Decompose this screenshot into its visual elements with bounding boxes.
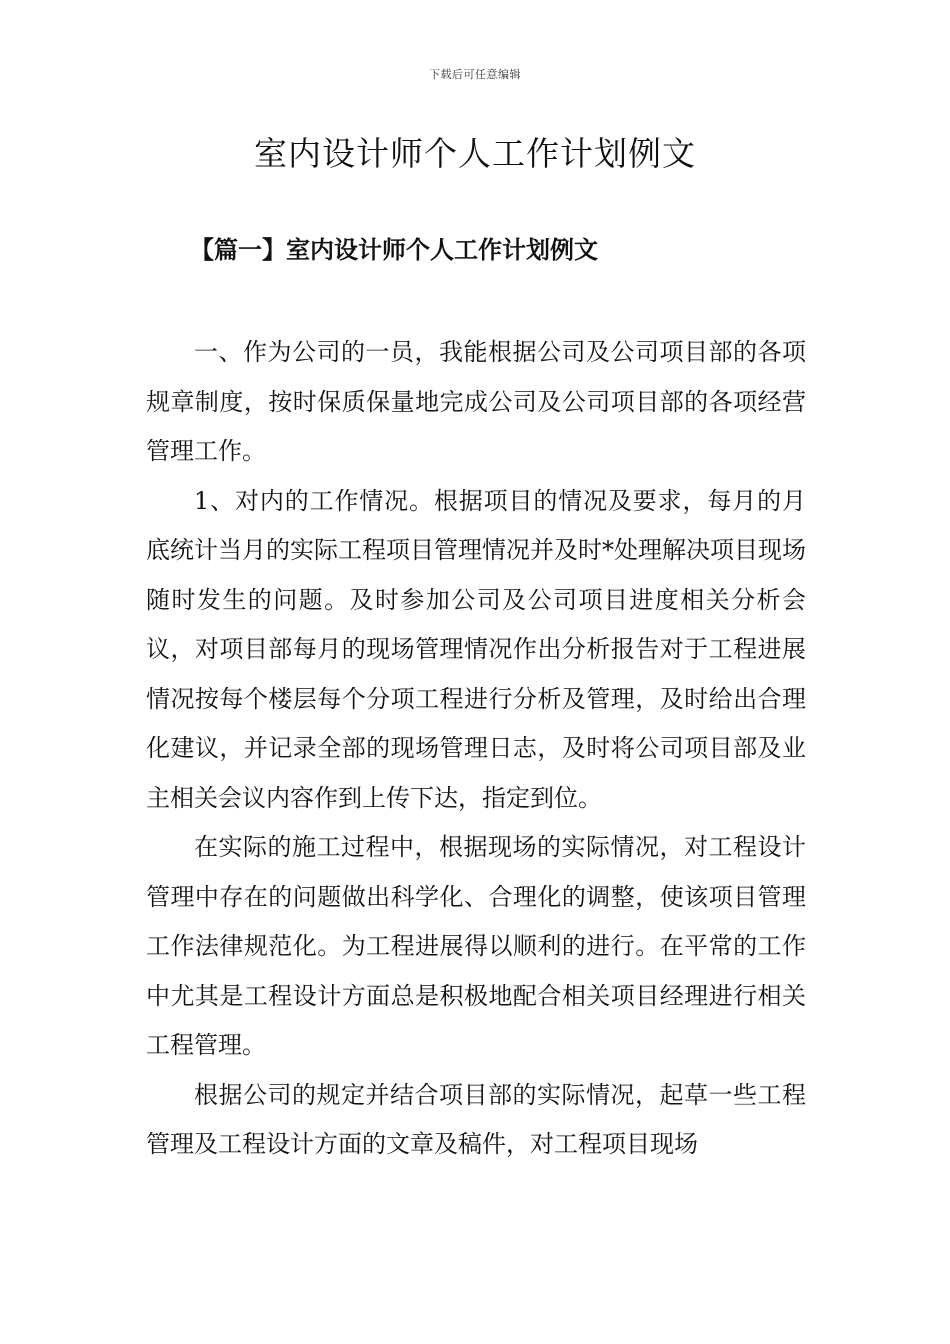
paragraph: 根据公司的规定并结合项目部的实际情况，起草一些工程管理及工程设计方面的文章及稿件，对工程项目现场 [146, 1080, 806, 1158]
paragraph: 在实际的施工过程中，根据现场的实际情况，对工程设计管理中存在的问题做出科学化、合理化的调整，使该项目管理工作法律规范化。为工程进展得以顺利的进行。在平常的工作中尤其是工程设计方面总是积极地配合相关项目经理进行相关工程管理。 [146, 833, 806, 1059]
section-heading: 【篇一】室内设计师个人工作计划例文 [190, 235, 598, 264]
document-body [146, 328, 806, 1170]
paragraph: 1、对内的工作情况。根据项目的情况及要求，每月的月底统计当月的实际工程项目管理情况并及时*处理解决项目现场随时发生的问题。及时参加公司及公司项目进度相关分析会议，对项目部每月的现场管理情况作出分析报告对于工程进展情况按每个楼层每个分项工程进行分析及管理，及时给出合理化建议，并记录全部的现场管理日志，及时将公司项目部及业主相关会议内容作到上传下达，指定到位。 [146, 486, 806, 812]
header-note: 下载后可任意编辑 [429, 68, 521, 81]
paragraph: 一、作为公司的一员，我能根据公司及公司项目部的各项规章制度，按时保质保量地完成公司及公司项目部的各项经营管理工作。 [146, 338, 806, 465]
document-title: 室内设计师个人工作计划例文 [254, 134, 696, 173]
